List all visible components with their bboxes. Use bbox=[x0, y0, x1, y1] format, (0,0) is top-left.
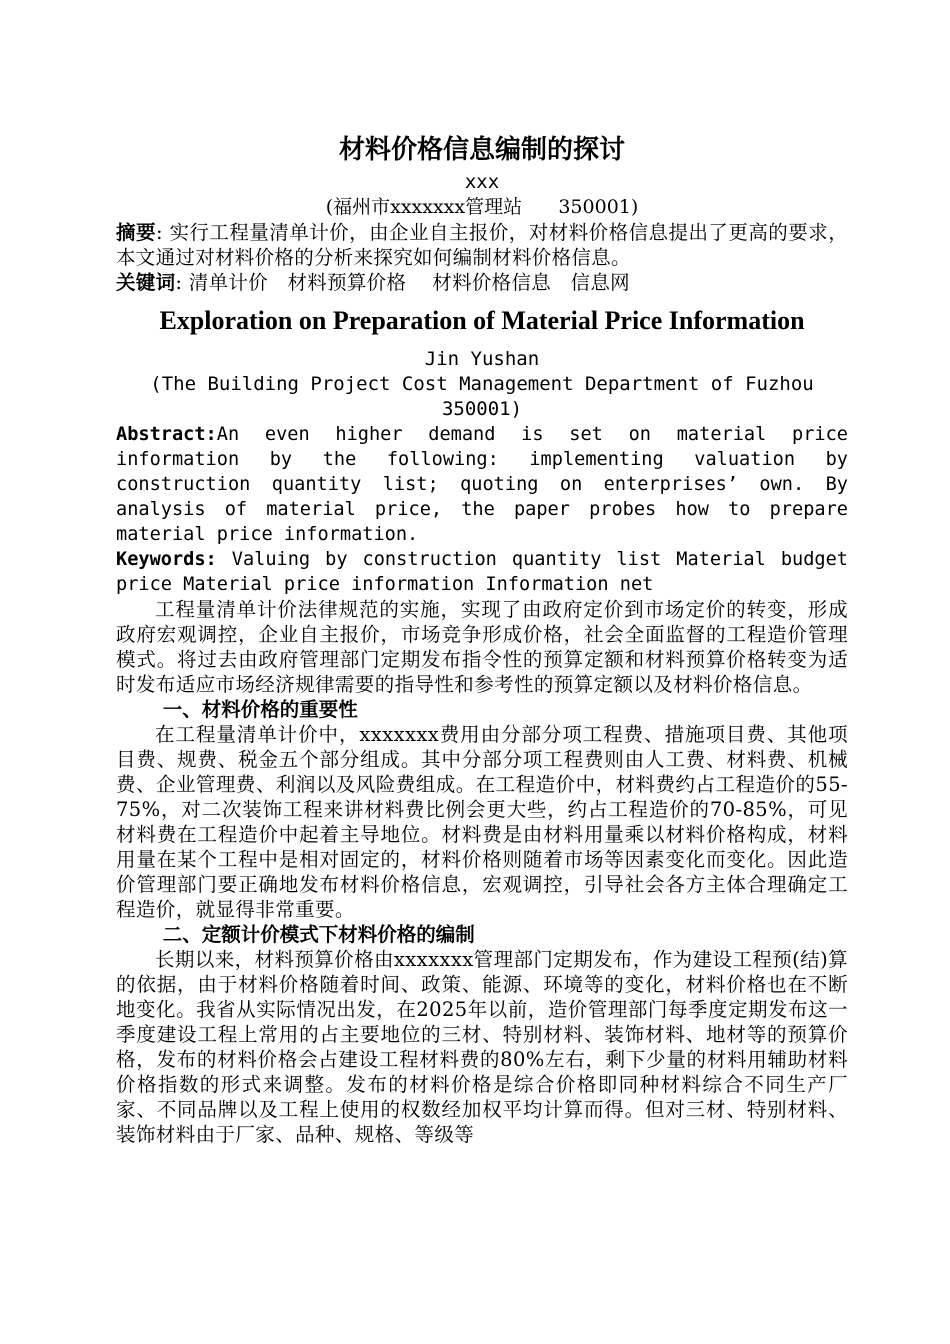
chinese-abstract-label: 摘要 bbox=[116, 221, 156, 244]
chinese-keywords-label: 关键词 bbox=[116, 271, 176, 294]
english-abstract-text: An even higher demand is set on material price information by the following: implementing valuation by construction quantity list; quoting on enterprises’ own. By analysis of material price, the paper probes how to prepare material price information. bbox=[116, 424, 848, 545]
chinese-keywords bbox=[116, 270, 848, 295]
chinese-title: 材料价格信息编制的探讨 bbox=[338, 135, 625, 165]
section1-paragraph: 在工程量清单计价中，xxxxxxx费用由分部分项工程费、措施项目费、其他项目费、规费、税金五个部分组成。其中分部分项工程费则由人工费、材料费、机械费、企业管理费、利润以及风险费组成。在工程造价中，材料费约占工程造价的55-75%，对二次装饰工程来讲材料费比例会更大些，约占工程造价的70-85%，可见材料费在工程造价中起着主导地位。材料费是由材料用量乘以材料价格构成，材料用量在某个工程中是相对固定的，材料价格则随着市场等因素变化而变化。因此造价管理部门要正确地发布材料价格信息，宏观调控，引导社会各方主体合理确定工程造价，就显得非常重要。 bbox=[116, 723, 848, 921]
document-body bbox=[116, 130, 848, 1147]
section1-heading: 一、材料价格的重要性 bbox=[162, 698, 358, 721]
intro-paragraph: 工程量清单计价法律规范的实施，实现了由政府定价到市场定价的转变，形成政府宏观调控，企业自主报价，市场竞争形成价格，社会全面监督的工程造价管理模式。将过去由政府管理部门定期发布指令性的预算定额和材料预算价格转变为适时发布适应市场经济规律需要的指导性和参考性的预算定额以及材料价格信息。 bbox=[116, 598, 848, 696]
english-keywords-label: Keywords: bbox=[116, 549, 217, 570]
english-keywords-text: Valuing by construction quantity list Material budget price Material price information Information net bbox=[116, 549, 848, 595]
section2-paragraph: 长期以来，材料预算价格由xxxxxxx管理部门定期发布，作为建设工程预(结)算的依据，由于材料价格随着时间、政策、能源、环境等的变化，材料价格也在不断地变化。我省从实际情况出发，在2025年以前，造价管理部门每季度定期发布这一季度建设工程上常用的占主要地位的三材、特别材料、装饰材料、地材等的预算价格，发布的材料价格会占建设工程材料费的80%左右，剩下少量的材料用辅助材料价格指数的形式来调整。发布的材料价格是综合价格即同种材料综合不同生产厂家、不同品牌以及工程上使用的权数经加权平均计算而得。但对三材、特别材料、装饰材料由于厂家、品种、规格、等级等 bbox=[116, 948, 848, 1146]
chinese-author: xxx bbox=[464, 171, 500, 193]
english-abstract-label: Abstract: bbox=[116, 424, 217, 445]
chinese-abstract bbox=[116, 220, 848, 270]
english-affiliation-line1: (The Building Project Cost Management Department of Fuzhou bbox=[150, 373, 814, 395]
english-affiliation-line2: 350001) bbox=[441, 398, 523, 420]
chinese-abstract-text: : 实行工程量清单计价，由企业自主报价，对材料价格信息提出了更高的要求，本文通过对材料价格的分析来探究如何编制材料价格信息。 bbox=[116, 221, 848, 269]
chinese-keywords-text: : 清单计价 材料预算价格 材料价格信息 信息网 bbox=[175, 271, 630, 294]
english-abstract bbox=[116, 422, 848, 547]
section2-heading: 二、定额计价模式下材料价格的编制 bbox=[162, 923, 475, 946]
english-author: Jin Yushan bbox=[424, 348, 540, 370]
english-title: Exploration on Preparation of Material Price Information bbox=[159, 306, 805, 335]
chinese-affiliation: (福州市xxxxxxx管理站 350001) bbox=[325, 196, 639, 218]
english-keywords bbox=[116, 547, 848, 597]
